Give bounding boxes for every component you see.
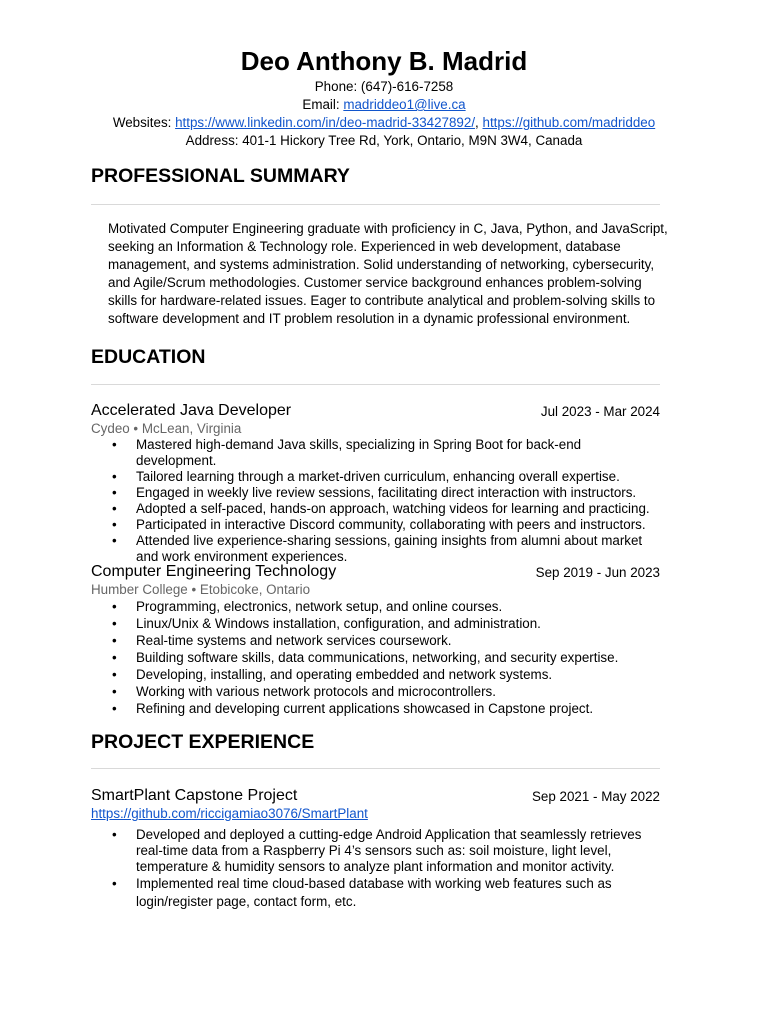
email-label: Email: (302, 97, 344, 112)
address-value: 401-1 Hickory Tree Rd, York, Ontario, M9N 3W4, Canada (242, 133, 583, 148)
project-link-line (91, 806, 660, 822)
entry-date: Sep 2021 - May 2022 (531, 789, 660, 804)
address-line (0, 132, 768, 150)
list-item: • Participated in interactive Discord community, collaborating with peers and instructors. (91, 517, 660, 533)
entry-date: Jul 2023 - Mar 2024 (540, 404, 660, 419)
entry-header (91, 562, 660, 582)
email-line (0, 96, 768, 114)
education-entry (91, 401, 660, 565)
bullet-list (91, 598, 660, 717)
phone-number: (647)-616-7258 (360, 79, 454, 94)
section-divider (91, 384, 660, 385)
entry-title: SmartPlant Capstone Project (91, 787, 298, 804)
linkedin-link[interactable]: https://www.linkedin.com/in/deo-madrid-33427892/ (175, 115, 476, 130)
list-item: • Building software skills, data communications, networking, and security expertise. (91, 649, 660, 666)
github-link[interactable]: https://github.com/madriddeo (482, 115, 656, 130)
websites-label: Websites: (112, 115, 176, 130)
list-item: • Working with various network protocols and microcontrollers. (91, 683, 660, 700)
section-title-education: EDUCATION (91, 346, 206, 368)
entry-title: Computer Engineering Technology (91, 563, 337, 580)
websites-line (0, 114, 768, 132)
resume-header (0, 44, 768, 150)
project-repo-link[interactable]: https://github.com/riccigamiao3076/SmartPlant (91, 806, 368, 821)
entry-date: Sep 2019 - Jun 2023 (535, 565, 660, 580)
list-item: • Real-time systems and network services coursework. (91, 632, 660, 649)
address-label: Address: (185, 133, 243, 148)
entry-header (91, 786, 660, 806)
section-title-projects: PROJECT EXPERIENCE (91, 731, 315, 753)
bullet-list (91, 827, 660, 911)
list-item: • Attended live experience-sharing sessions, gaining insights from alumni about market and work environment experiences. (91, 533, 660, 565)
list-item: • Implemented real time cloud-based database with working web features such as login/register page, contact form, etc. (91, 875, 660, 911)
list-item: • Adopted a self-paced, hands-on approach, watching videos for learning and practicing. (91, 501, 660, 517)
list-item: • Developing, installing, and operating embedded and network systems. (91, 666, 660, 683)
entry-institution: Cydeo • McLean, Virginia (91, 421, 242, 436)
email-link[interactable]: madriddeo1@live.ca (343, 97, 466, 112)
section-title-summary: PROFESSIONAL SUMMARY (91, 165, 350, 187)
phone-label: Phone: (314, 79, 361, 94)
list-item: • Mastered high-demand Java skills, specializing in Spring Boot for back-end development. (91, 437, 660, 469)
entry-title: Accelerated Java Developer (91, 402, 292, 419)
education-entry (91, 562, 660, 717)
list-item: • Tailored learning through a market-driven curriculum, enhancing overall expertise. (91, 469, 660, 485)
phone-line (0, 78, 768, 96)
list-item: • Developed and deployed a cutting-edge Android Application that seamlessly retrieves real-time data from a Raspberry Pi 4’s sensors such as: soil moisture, light level, temperature & humidity sensors to analyze plant information and monitor activity. (91, 827, 660, 875)
list-item: • Refining and developing current applications showcased in Capstone project. (91, 700, 660, 717)
candidate-name: Deo Anthony B. Madrid (240, 46, 528, 76)
bullet-list (91, 437, 660, 565)
summary-text: Motivated Computer Engineering graduate with proficiency in C, Java, Python, and JavaScript, seeking an Information & Technology role. Experienced in web development, database management, and systems administration. Solid understanding of networking, cybersecurity, and Agile/Scrum methodologies. Customer service background enhances problem-solving skills for hardware-related issues. Eager to contribute analytical and problem-solving skills to software development and IT problem resolution in a dynamic professional environment. (108, 221, 668, 326)
list-item: • Programming, electronics, network setup, and online courses. (91, 598, 660, 615)
section-divider (91, 768, 660, 769)
entry-institution: Humber College • Etobicoke, Ontario (91, 582, 311, 597)
section-divider (91, 204, 660, 205)
project-entry (91, 786, 660, 911)
list-item: • Engaged in weekly live review sessions, facilitating direct interaction with instructors. (91, 485, 660, 501)
websites-separator: , (475, 115, 483, 130)
list-item: • Linux/Unix & Windows installation, configuration, and administration. (91, 615, 660, 632)
entry-header (91, 401, 660, 421)
